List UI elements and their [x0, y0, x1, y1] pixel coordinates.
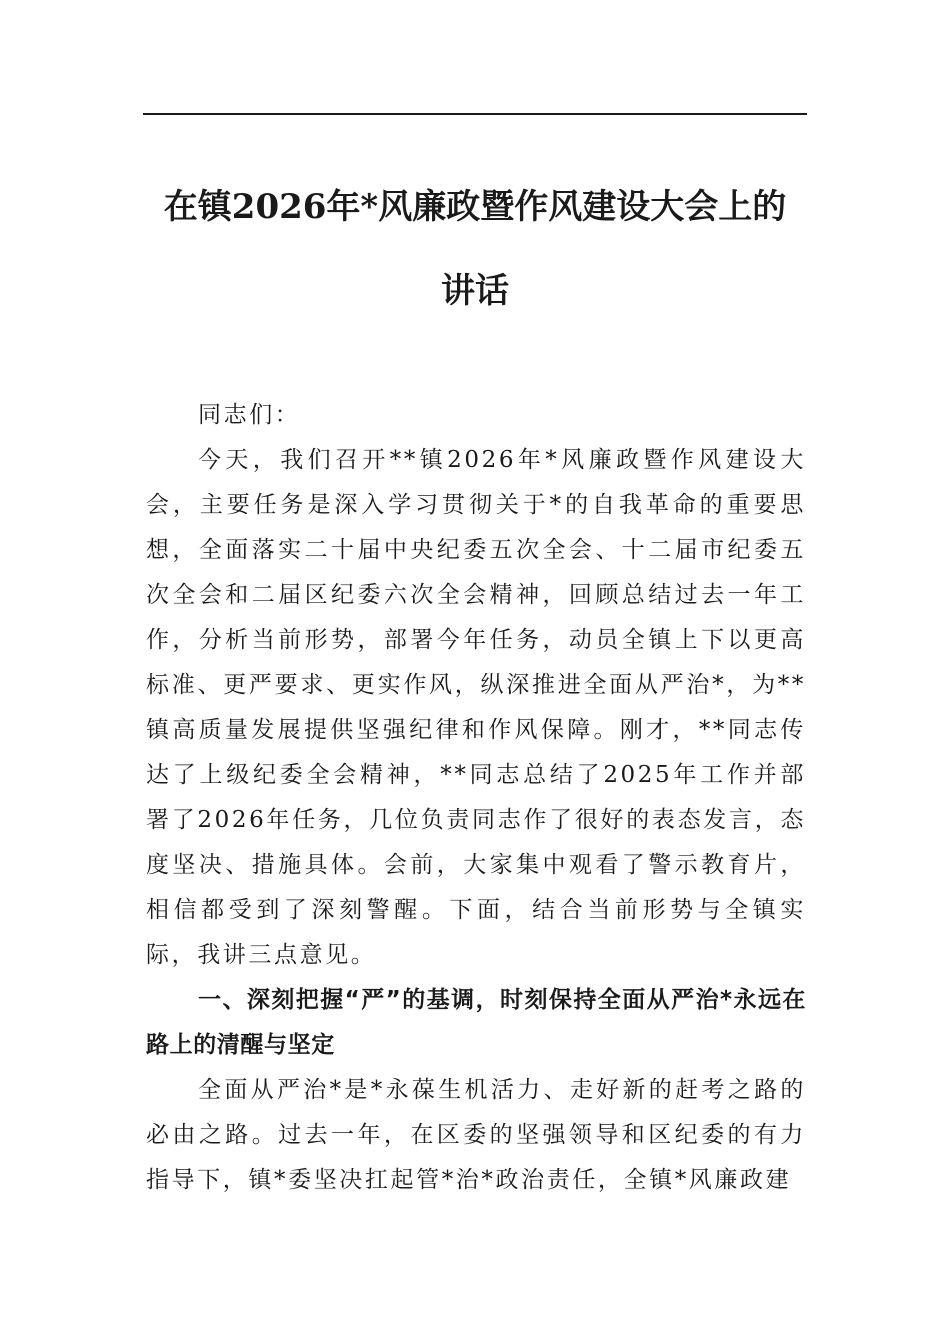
paragraph-intro: 今天，我们召开**镇2026年*风廉政暨作风建设大会，主要任务是深入学习贯彻关于*的自我革命的重要思想，全面落实二十届中央纪委五次全会、十二届市纪委五次全会和二届区纪委六次全会精神，回顾总结过去一年工作，分析当前形势，部署今年任务，动员全镇上下以更高标准、更严要求、更实作风，纵深推进全面从严治*，为**镇高质量发展提供坚强纪律和作风保障。刚才，**同志传达了上级纪委全会精神，**同志总结了2025年工作并部署了2026年任务，几位负责同志作了很好的表态发言，态度坚决、措施具体。会前，大家集中观看了警示教育片，相信都受到了深刻警醒。下面，结合当前形势与全镇实际，我讲三点意见。 [146, 447, 806, 968]
salutation: 同志们： [198, 402, 301, 428]
header-rule [143, 113, 807, 115]
title-line-2: 讲话 [441, 271, 509, 311]
title-line-1: 在镇2026年*风廉政暨作风建设大会上的 [163, 187, 787, 227]
document-title [143, 165, 807, 333]
paragraph-section-1: 全面从严治*是*永葆生机活力、走好新的赶考之路的必由之路。过去一年，在区委的坚强领导和区纪委的有力指导下，镇*委坚决扛起管*治*政治责任，全镇*风廉政建 [146, 1077, 806, 1193]
section-heading-1: 一、深刻把握“严”的基调，时刻保持全面从严治*永远在路上的清醒与坚定 [146, 987, 806, 1058]
document-body [146, 393, 806, 1203]
